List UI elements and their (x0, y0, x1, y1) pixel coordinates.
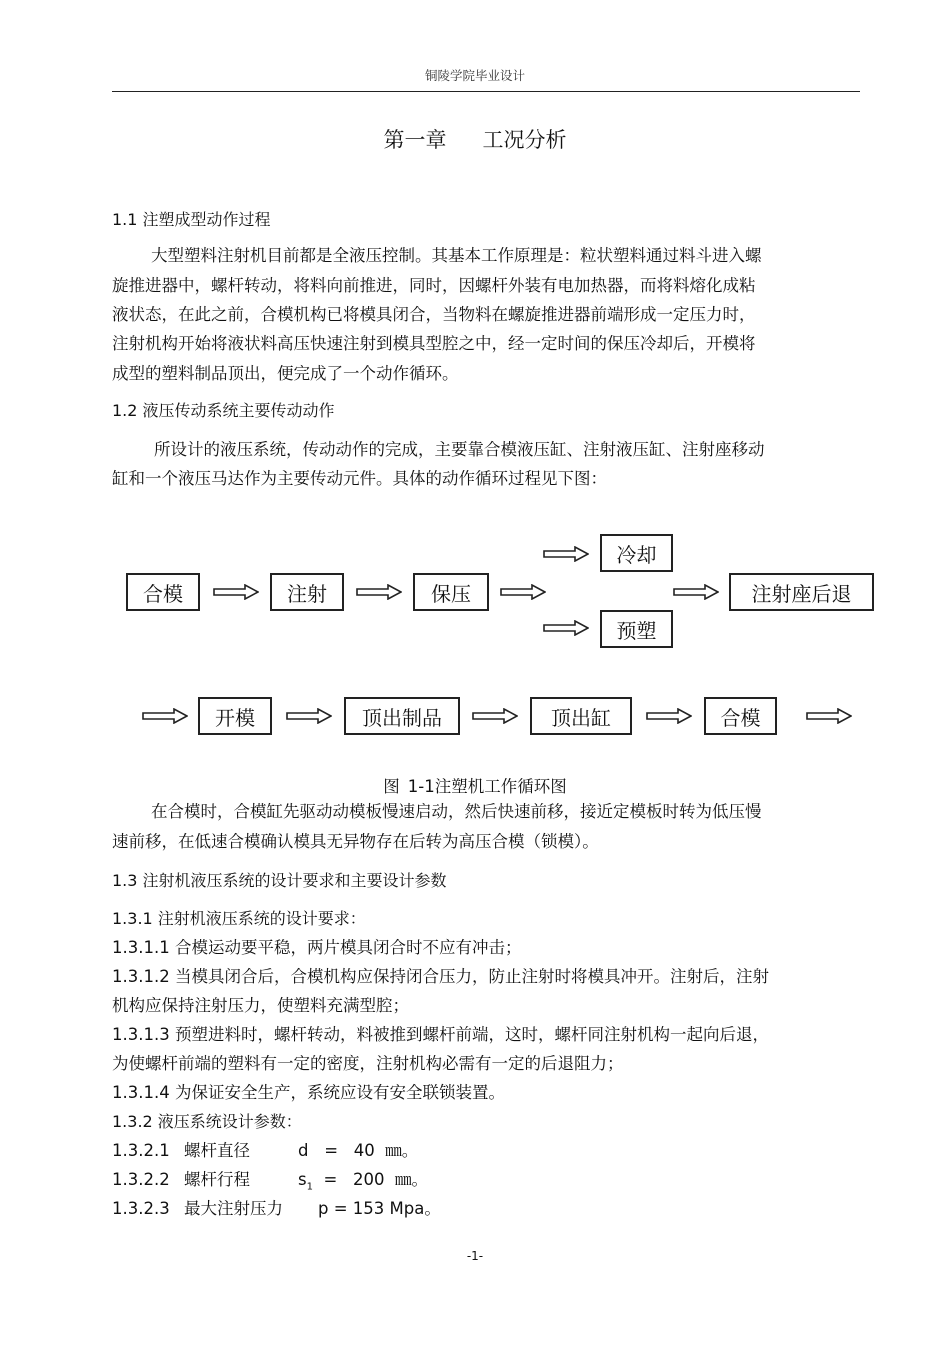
flow-box-close-mold: 合模 (126, 573, 200, 611)
flow-box-ejector-cylinder: 顶出缸 (530, 697, 632, 735)
figure-caption (0, 773, 950, 797)
paragraph-line: 旋推进器中，螺杆转动，将料向前推进，同时，因螺杆外装有电加热器，而将料熔化成粘 (112, 276, 756, 295)
parameter-row (112, 1170, 832, 1197)
param-subscript: 1 (306, 1181, 313, 1193)
flow-arrow-icon (646, 708, 692, 724)
paragraph-line: 缸和一个液压马达作为主要传动元件。具体的动作循环过程见下图： (112, 469, 607, 488)
param-number: 1.3.2.2 (112, 1170, 170, 1189)
parameter-row (112, 1141, 832, 1161)
chapter-title (0, 124, 950, 154)
section-heading-1-1: 1.1 注塑成型动作过程 (112, 210, 271, 229)
requirement-item-cont: 为使螺杆前端的塑料有一定的密度，注射机构必需有一定的后退阻力； (112, 1054, 624, 1073)
flow-box-open-mold: 开模 (198, 697, 272, 735)
paragraph-line: 在合模时，合模缸先驱动动模板慢速启动，然后快速前移，接近定模板时转为低压慢 (151, 802, 762, 821)
flow-box-carriage-retreat: 注射座后退 (729, 573, 874, 611)
flow-arrow-icon (543, 546, 589, 562)
flow-arrow-icon (673, 584, 719, 600)
flow-arrow-icon (142, 708, 188, 724)
chapter-number: 第一章 (383, 128, 447, 152)
requirement-item: 1.3.1.2 当模具闭合后，合模机构应保持闭合压力，防止注射时将模具冲开。注射后，注射 (112, 967, 769, 986)
flow-box-inject: 注射 (270, 573, 344, 611)
param-value: d = 40 ㎜。 (298, 1141, 419, 1160)
section-heading-1-3: 1.3 注射机液压系统的设计要求和主要设计参数 (112, 871, 447, 890)
paragraph-line: 成型的塑料制品顶出，便完成了一个动作循环。 (112, 364, 459, 383)
page-header: 铜陵学院毕业设计 (424, 68, 525, 83)
caption-prefix: 图 (383, 777, 400, 796)
flow-arrow-icon (806, 708, 852, 724)
flow-box-close-mold-2: 合模 (704, 697, 777, 735)
paragraph-line: 大型塑料注射机目前都是全液压控制。其基本工作原理是：粒状塑料通过料斗进入螺 (151, 246, 762, 265)
param-symbol: s (298, 1170, 307, 1189)
param-value: p = 153 Mpa。 (318, 1199, 441, 1218)
caption-number: 1-1 (407, 777, 435, 796)
paragraph-line: 液状态，在此之前，合模机构已将模具闭合，当物料在螺旋推进器前端形成一定压力时， (112, 305, 756, 324)
subsection-heading-1-3-1: 1.3.1 注射机液压系统的设计要求： (112, 909, 366, 928)
flow-arrow-icon (213, 584, 259, 600)
param-number: 1.3.2.3 (112, 1199, 170, 1218)
requirement-item: 1.3.1.4 为保证安全生产，系统应设有安全联锁装置。 (112, 1083, 505, 1102)
subsection-heading-1-3-2: 1.3.2 液压系统设计参数： (112, 1112, 302, 1131)
paragraph-line: 注射机构开始将液状料高压快速注射到模具型腔之中，经一定时间的保压冷却后，开模将 (112, 334, 756, 353)
paragraph-line: 所设计的液压系统，传动动作的完成，主要靠合模液压缸、注射液压缸、注射座移动 (154, 440, 765, 459)
flow-arrow-icon (543, 620, 589, 636)
header-divider (112, 91, 860, 92)
requirement-item: 1.3.1.3 预塑进料时，螺杆转动，料被推到螺杆前端，这时，螺杆同注射机构一起向后退， (112, 1025, 769, 1044)
chapter-name: 工况分析 (482, 128, 567, 152)
param-value: = 200 ㎜。 (312, 1170, 429, 1189)
flow-box-preplasticize: 预塑 (600, 610, 673, 648)
section-heading-1-2: 1.2 液压传动系统主要传动动作 (112, 401, 335, 420)
param-number: 1.3.2.1 (112, 1141, 170, 1160)
flow-arrow-icon (356, 584, 402, 600)
flow-arrow-icon (472, 708, 518, 724)
flow-arrow-icon (286, 708, 332, 724)
caption-text: 注塑机工作循环图 (434, 777, 567, 796)
flow-box-hold-pressure: 保压 (413, 573, 489, 611)
requirement-item: 1.3.1.1 合模运动要平稳，两片模具闭合时不应有冲击； (112, 938, 522, 957)
flow-arrow-icon (500, 584, 546, 600)
paragraph-line: 速前移，在低速合模确认模具无异物存在后转为高压合模（锁模）。 (112, 832, 599, 851)
param-label: 螺杆直径 (184, 1141, 250, 1160)
flow-box-eject-product: 顶出制品 (344, 697, 460, 735)
page-number: -1- (466, 1249, 484, 1263)
param-label: 最大注射压力 (184, 1199, 283, 1218)
param-label: 螺杆行程 (184, 1170, 250, 1189)
parameter-row (112, 1199, 832, 1219)
flow-box-cooling: 冷却 (600, 534, 673, 572)
requirement-item-cont: 机构应保持注射压力，使塑料充满型腔； (112, 996, 409, 1015)
